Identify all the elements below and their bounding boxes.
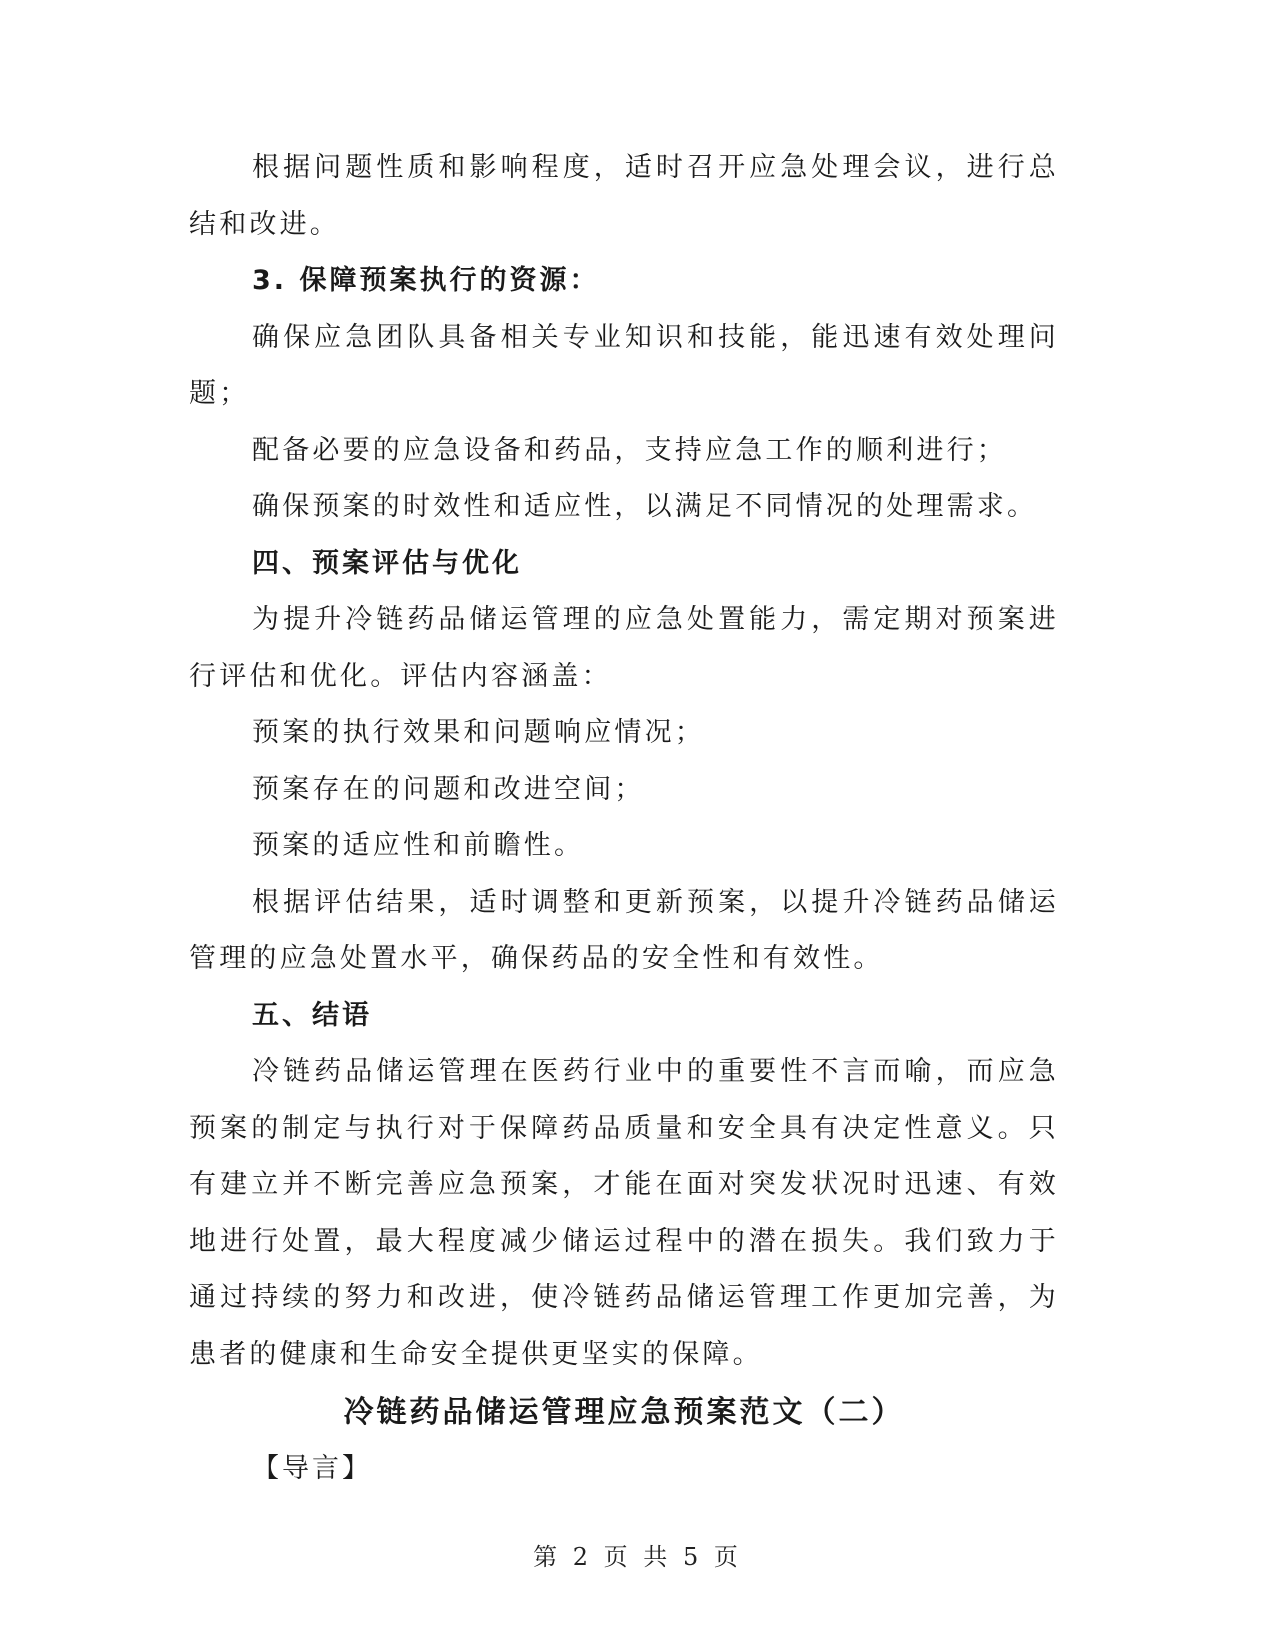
paragraph-timeliness: 确保预案的时效性和适应性，以满足不同情况的处理需求。 <box>252 491 1038 522</box>
paragraph-execution-effect: 预案的执行效果和问题响应情况； <box>252 717 705 748</box>
paragraph-evaluation-intro: 为提升冷链药品储运管理的应急处置能力，需定期对预案进行评估和优化。评估内容涵盖： <box>189 604 1059 692</box>
paragraph-team-skills: 确保应急团队具备相关专业知识和技能，能迅速有效处理问题； <box>189 321 1059 409</box>
paragraph-improvement-space: 预案存在的问题和改进空间； <box>252 773 645 805</box>
paragraph-equipment: 配备必要的应急设备和药品，支持应急工作的顺利进行； <box>252 434 1007 466</box>
heading-resources: 3. 保障预案执行的资源： <box>252 265 600 296</box>
paragraph-conclusion: 冷链药品储运管理在医药行业中的重要性不言而喻，而应急预案的制定与执行对于保障药品质量和安全具有决定性意义。只有建立并不断完善应急预案，才能在面对突发状况时迅速、有效地进行处置，最大程度减少储运过程中的潜在损失。我们致力于通过持续的努力和改进，使冷链药品储运管理工作更加完善，为患者的健康和生命安全提供更坚实的保障。 <box>189 1056 1059 1370</box>
document-body <box>189 140 1059 1497</box>
heading-conclusion: 五、结语 <box>252 999 372 1031</box>
page-number-footer: 第 2 页 共 5 页 <box>533 1543 742 1571</box>
paragraph-adaptability: 预案的适应性和前瞻性。 <box>252 830 585 861</box>
paragraph-meeting-summary: 根据问题性质和影响程度，适时召开应急处理会议，进行总结和改进。 <box>189 152 1059 240</box>
section-title: 冷链药品储运管理应急预案范文（二） <box>343 1395 905 1430</box>
lead-heading: 【导言】 <box>252 1453 372 1484</box>
paragraph-adjust-update: 根据评估结果，适时调整和更新预案，以提升冷链药品储运管理的应急处置水平，确保药品的安全性和有效性。 <box>189 886 1059 974</box>
heading-evaluation: 四、预案评估与优化 <box>252 547 522 579</box>
